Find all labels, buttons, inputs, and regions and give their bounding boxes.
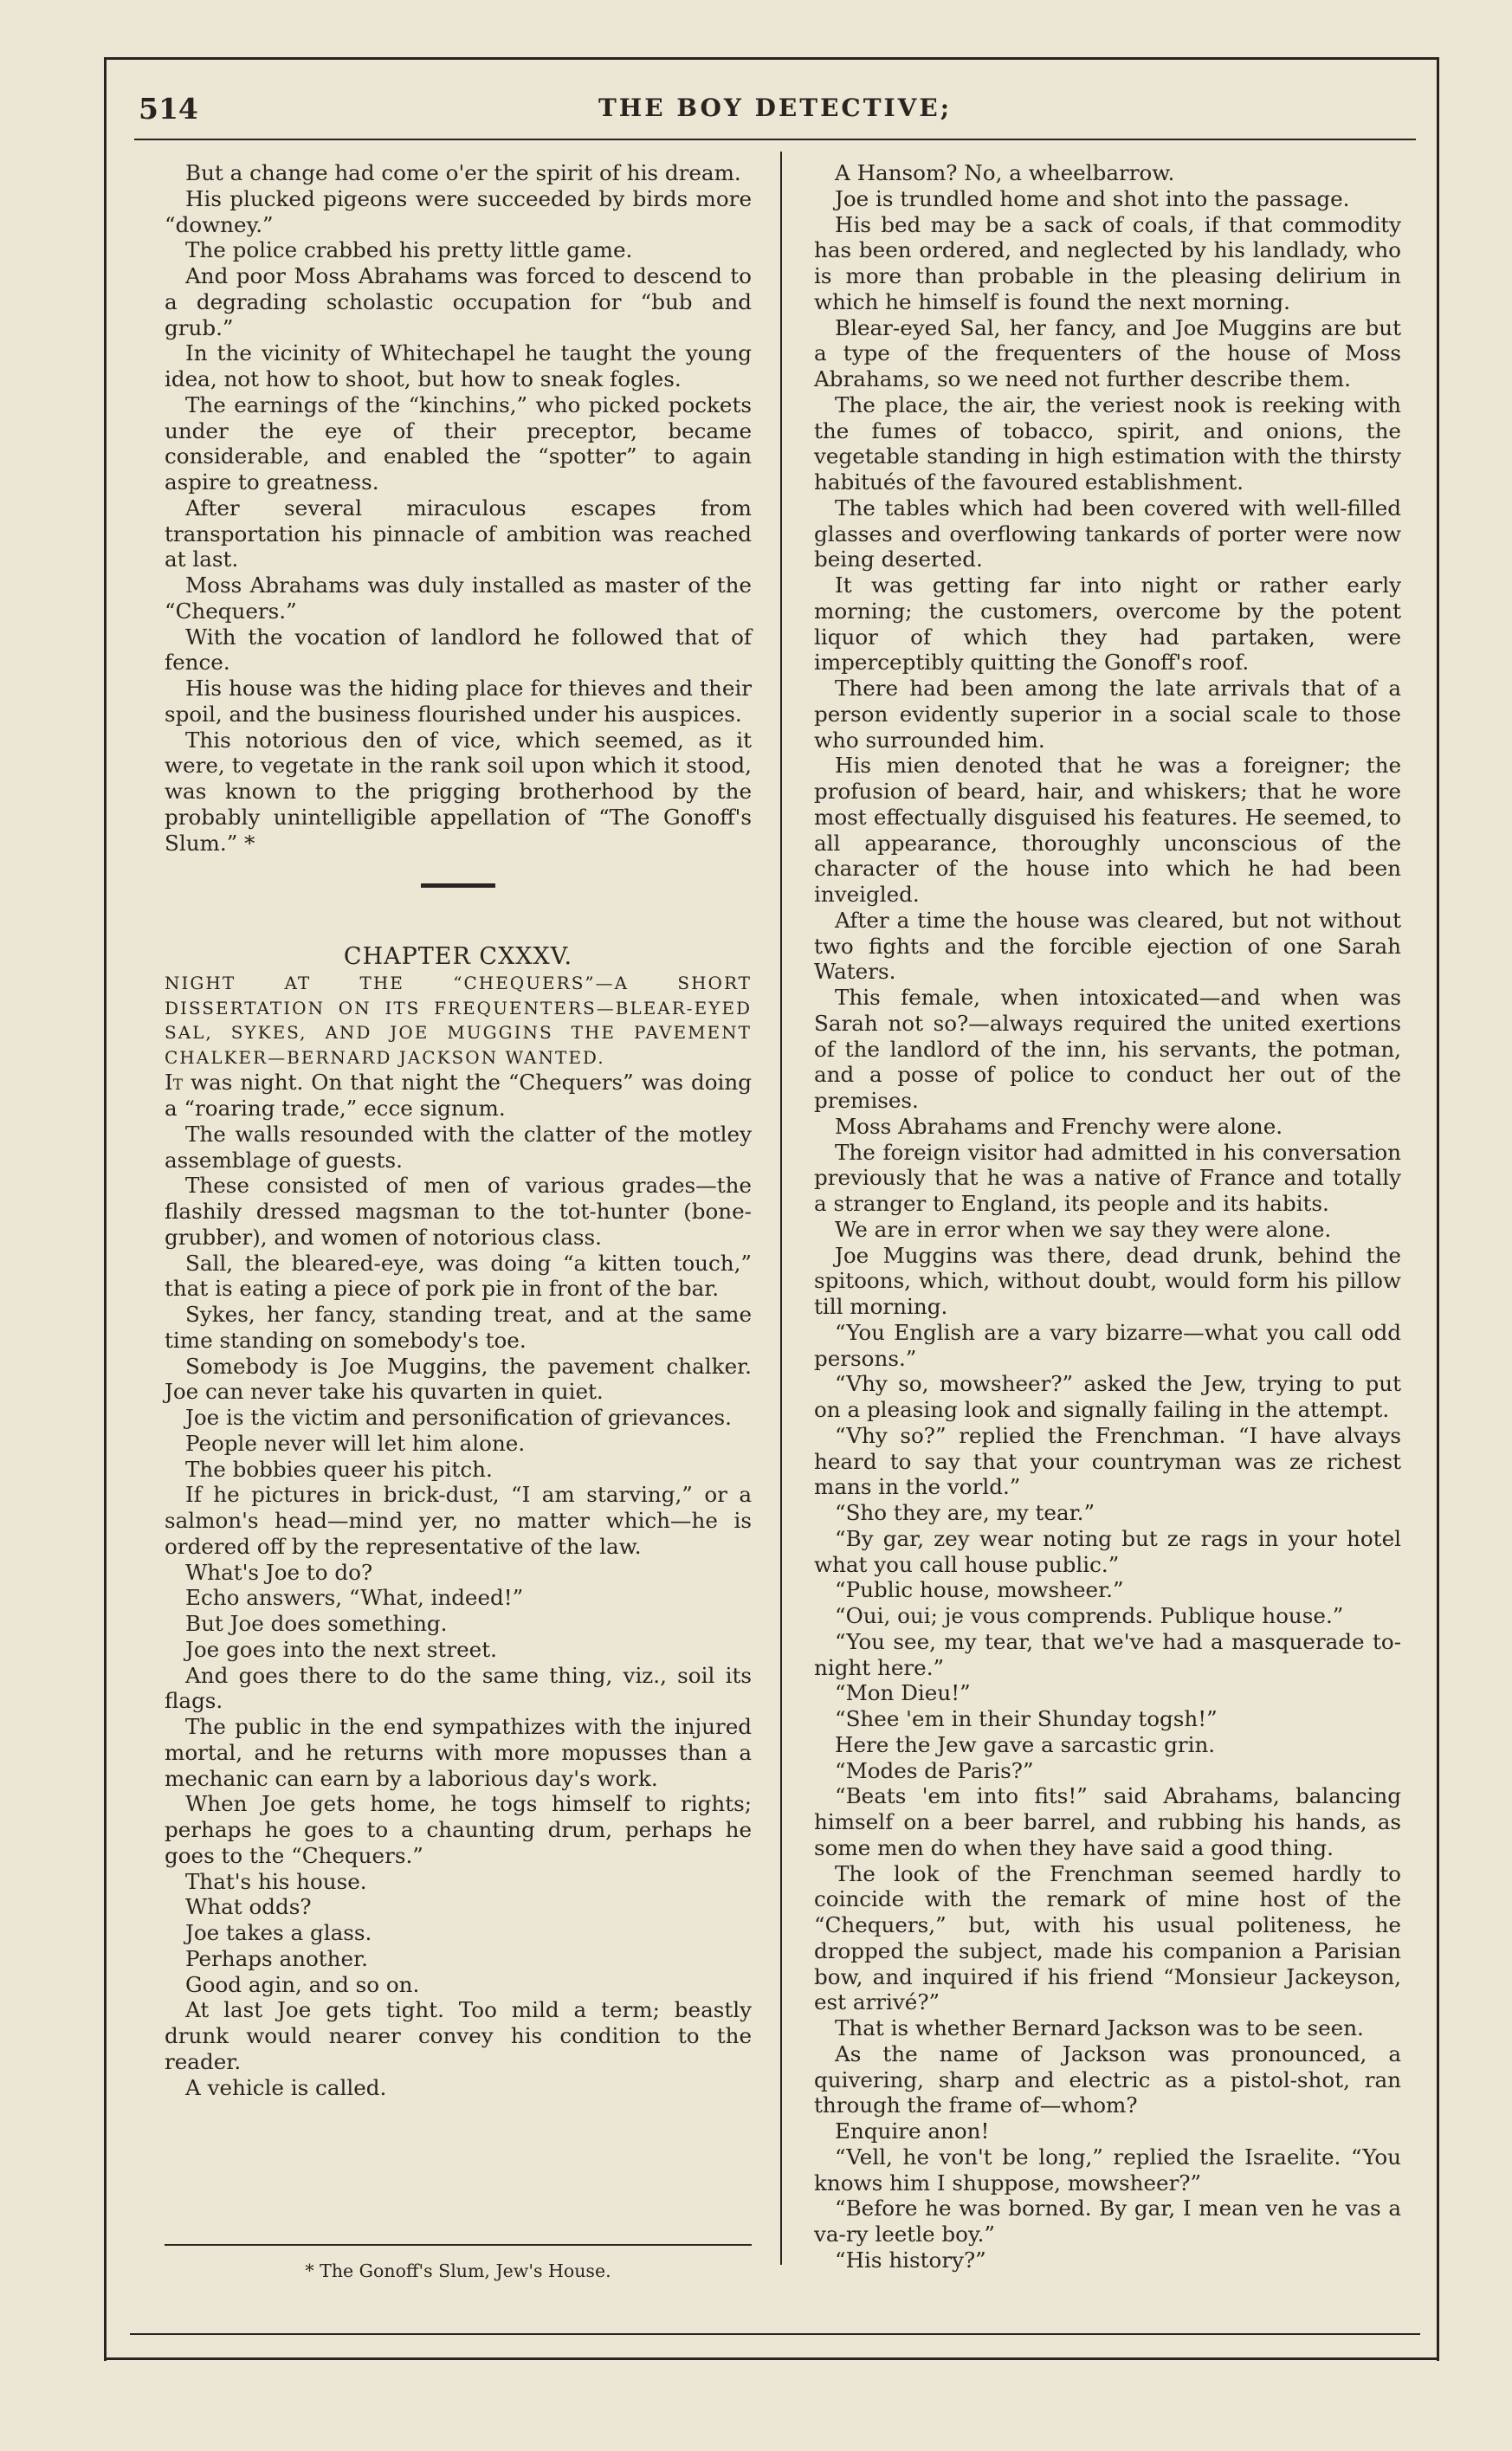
paragraph: Moss Abrahams was duly installed as master of the “Chequers.”: [165, 572, 752, 624]
left-column-bottom-text: [165, 1122, 752, 2101]
paragraph: “Oui, oui; je vous comprends. Publique house.”: [835, 1603, 1344, 1628]
paragraph: After a time the house was cleared, but not without two fights and the forcible ejection of one Sarah Waters.: [814, 907, 1401, 985]
paragraph: The police crabbed his pretty little game.: [185, 237, 633, 263]
paragraph: His mien denoted that he was a foreigner; the profusion of beard, hair, and whiskers; that he wore most effectually disguised his features. He seemed, to all appearance, thoroughly unconscious of the character of the house into which he had been inveigled.: [814, 753, 1401, 907]
paragraph: The walls resounded with the clatter of the motley assemblage of guests.: [165, 1121, 752, 1173]
paragraph: With the vocation of landlord he followed that of fence.: [165, 624, 752, 676]
frame-left-rule: [104, 57, 107, 2361]
paragraph: Here the Jew gave a sarcastic grin.: [835, 1731, 1216, 1757]
paragraph: After several miraculous escapes from transportation his pinnacle of ambition was reached at last.: [165, 495, 752, 572]
opening-small-caps: It: [165, 1070, 184, 1096]
paragraph: Good agin, and so on.: [185, 1971, 420, 1997]
paragraph: A Hansom? No, a wheelbarrow.: [835, 160, 1175, 185]
paragraph: Enquire anon!: [835, 2118, 990, 2144]
paragraph: But a change had come o'er the spirit of his dream.: [185, 160, 741, 185]
paragraph: “You see, my tear, that we've had a masquerade to-night here.”: [814, 1628, 1401, 1680]
footnote: * The Gonoff's Slum, Jew's House.: [305, 2260, 611, 2281]
paragraph: As the name of Jackson was pronounced, a quivering, sharp and electric as a pistol-shot, ran through the frame of—whom?: [814, 2040, 1401, 2118]
paragraph: Blear-eyed Sal, her fancy, and Joe Muggins are but a type of the frequenters of the house of Moss Abrahams, so we need not further describe them.: [814, 314, 1401, 391]
left-column-top-text: [165, 160, 752, 856]
paragraph: The earnings of the “kinchins,” who picked pockets under the eye of their preceptor, became considerable, and enabled the “spotter” to again aspire to greatness.: [165, 391, 752, 495]
paragraph: That is whether Bernard Jackson was to be seen.: [835, 2015, 1364, 2040]
paragraph: What odds?: [185, 1894, 312, 1920]
paragraph: The public in the end sympathizes with the injured mortal, and he returns with more mopusses than a mechanic can earn by a laborious day's work.: [165, 1714, 752, 1791]
page-number: 514: [139, 92, 198, 126]
right-column-text: [814, 160, 1401, 2273]
paragraph: “You English are a vary bizarre—what you call odd persons.”: [814, 1319, 1401, 1371]
paragraph: This female, when intoxicated—and when was Sarah not so?—always required the united exertions of the landlord of the inn, his servants, the potman, and a posse of police to conduct her out of the premises.: [814, 985, 1401, 1113]
paragraph: “Vell, he von't be long,” replied the Israelite. “You knows him I shuppose, mowsheer?”: [814, 2144, 1401, 2196]
paragraph: “His history?”: [835, 2247, 986, 2273]
frame-top-rule: [104, 57, 1439, 60]
paragraph: This notorious den of vice, which seemed, as it were, to vegetate in the rank soil upon which it stood, was known to the prigging brotherhood by the probably unintelligible appellation of “The Gonoff's Slum.” *: [165, 727, 752, 856]
left-column: [165, 160, 752, 2100]
paragraph: “Modes de Paris?”: [835, 1757, 1034, 1783]
paragraph: But Joe does something.: [185, 1611, 448, 1636]
bottom-rule: [130, 2333, 1420, 2335]
chapter-synopsis: NIGHT AT THE “CHEQUERS”—A SHORT DISSERTATION ON ITS FREQUENTERS—BLEAR-EYED SAL, SYKES, AND JOE MUGGINS THE PAVEMENT CHALKER—BERNARD JACKSON WANTED.: [165, 973, 752, 1068]
frame-right-rule: [1437, 57, 1439, 2361]
paragraph: The tables which had been covered with well-filled glasses and overflowing tankards of porter were now being deserted.: [814, 495, 1401, 572]
running-title: THE BOY DETECTIVE;: [598, 94, 953, 122]
paragraph: His bed may be a sack of coals, if that commodity has been ordered, and neglected by his landlady, who is more than probable in the pleasing delirium in which he himself is found the next morning.: [814, 211, 1401, 314]
chapter-title: CHAPTER CXXXV.: [343, 943, 573, 971]
paragraph: There had been among the late arrivals that of a person evidently superior in a social scale to those who surrounded him.: [814, 676, 1401, 753]
paragraph: And poor Moss Abrahams was forced to descend to a degrading scholastic occupation for “bub and grub.”: [165, 263, 752, 340]
paragraph: Moss Abrahams and Frenchy were alone.: [835, 1113, 1283, 1139]
chapter-opening-paragraph: [165, 1070, 752, 1122]
column-divider: [780, 152, 782, 2265]
paragraph: A vehicle is called.: [185, 2074, 387, 2100]
right-column: [814, 160, 1401, 2273]
paragraph: “Mon Dieu!”: [835, 1680, 971, 1706]
paragraph: “Vhy so, mowsheer?” asked the Jew, trying to put on a pleasing look and signally failing in the attempt.: [814, 1371, 1401, 1422]
paragraph: Sall, the bleared-eye, was doing “a kitten touch,” that is eating a piece of pork pie in front of the bar.: [165, 1250, 752, 1302]
paragraph: Sykes, her fancy, standing treat, and at the same time standing on somebody's toe.: [165, 1302, 752, 1353]
paragraph: The bobbies queer his pitch.: [185, 1456, 493, 1482]
paragraph: What's Joe to do?: [185, 1559, 373, 1585]
paragraph: That's his house.: [185, 1868, 367, 1894]
paragraph: “Beats 'em into fits!” said Abrahams, balancing himself on a beer barrel, and rubbing his hands, as some men do when they have said a good thing.: [814, 1783, 1401, 1860]
paragraph: People never will let him alone.: [185, 1430, 526, 1456]
paragraph: Joe is the victim and personification of grievances.: [185, 1405, 732, 1430]
section-break-rule: [421, 883, 495, 888]
paragraph: If he pictures in brick-dust, “I am starving,” or a salmon's head—mind yer, no matter which—he is ordered off by the representative of the law.: [165, 1482, 752, 1559]
paragraph: Joe goes into the next street.: [185, 1636, 497, 1662]
paragraph: “By gar, zey wear noting but ze rags in your hotel what you call house public.”: [814, 1525, 1401, 1577]
paragraph: Perhaps another.: [185, 1945, 368, 1971]
paragraph: These consisted of men of various grades—the flashily dressed magsman to the tot-hunter (bone-grubber), and women of notorious class.: [165, 1173, 752, 1250]
paragraph: “Before he was borned. By gar, I mean ven he vas a va-ry leetle boy.”: [814, 2196, 1401, 2247]
paragraph: The place, the air, the veriest nook is reeking with the fumes of tobacco, spirit, and onions, the vegetable standing in high estimation with the thirsty habitués of the favoured establishment.: [814, 391, 1401, 495]
paragraph: It was getting far into night or rather early morning; the customers, overcome by the potent liquor of which they had partaken, were imperceptibly quitting the Gonoff's roof.: [814, 572, 1401, 676]
paragraph: “Shee 'em in their Shunday togsh!”: [835, 1706, 1218, 1731]
paragraph: Joe takes a glass.: [185, 1920, 372, 1945]
paragraph: “Sho they are, my tear.”: [835, 1500, 1095, 1525]
paragraph: The foreign visitor had admitted in his conversation previously that he was a native of France and totally a stranger to England, its people and its habits.: [814, 1139, 1401, 1216]
paragraph: Somebody is Joe Muggins, the pavement chalker. Joe can never take his quvarten in quiet.: [165, 1353, 752, 1405]
paragraph: “Public house, mowsheer.”: [835, 1577, 1124, 1603]
paragraph: Joe is trundled home and shot into the passage.: [835, 185, 1350, 211]
paragraph: Echo answers, “What, indeed!”: [185, 1585, 524, 1611]
footnote-rule: [165, 2244, 752, 2246]
paragraph: We are in error when we say they were alone.: [835, 1216, 1332, 1242]
page-header: [139, 92, 1412, 126]
paragraph: Joe Muggins was there, dead drunk, behind the spitoons, which, without doubt, would form his pillow till morning.: [814, 1242, 1401, 1319]
opening-text: was night. On that night the “Chequers” was doing a “roaring trade,” ecce signum.: [165, 1070, 752, 1121]
paragraph: “Vhy so?” replied the Frenchman. “I have alvays heard to say that your countryman was ze richest mans in the vorld.”: [814, 1422, 1401, 1500]
paragraph: The look of the Frenchman seemed hardly to coincide with the remark of mine host of the “Chequers,” but, with his usual politeness, he dropped the subject, made his companion a Parisian bow, and inquired if his friend “Monsieur Jackeyson, est arrivé?”: [814, 1860, 1401, 2015]
paragraph: When Joe gets home, he togs himself to rights; perhaps he goes to a chaunting drum, perhaps he goes to the “Chequers.”: [165, 1791, 752, 1868]
paragraph: At last Joe gets tight. Too mild a term; beastly drunk would nearer convey his condition to the reader.: [165, 1997, 752, 2074]
header-rule: [134, 139, 1416, 140]
paragraph: And goes there to do the same thing, viz., soil its flags.: [165, 1662, 752, 1714]
paragraph: His plucked pigeons were succeeded by birds more “downey.”: [165, 185, 752, 237]
paragraph: In the vicinity of Whitechapel he taught the young idea, not how to shoot, but how to sneak fogles.: [165, 340, 752, 391]
frame-bottom-rule: [104, 2357, 1439, 2360]
paragraph: His house was the hiding place for thieves and their spoil, and the business flourished under his auspices.: [165, 676, 752, 727]
